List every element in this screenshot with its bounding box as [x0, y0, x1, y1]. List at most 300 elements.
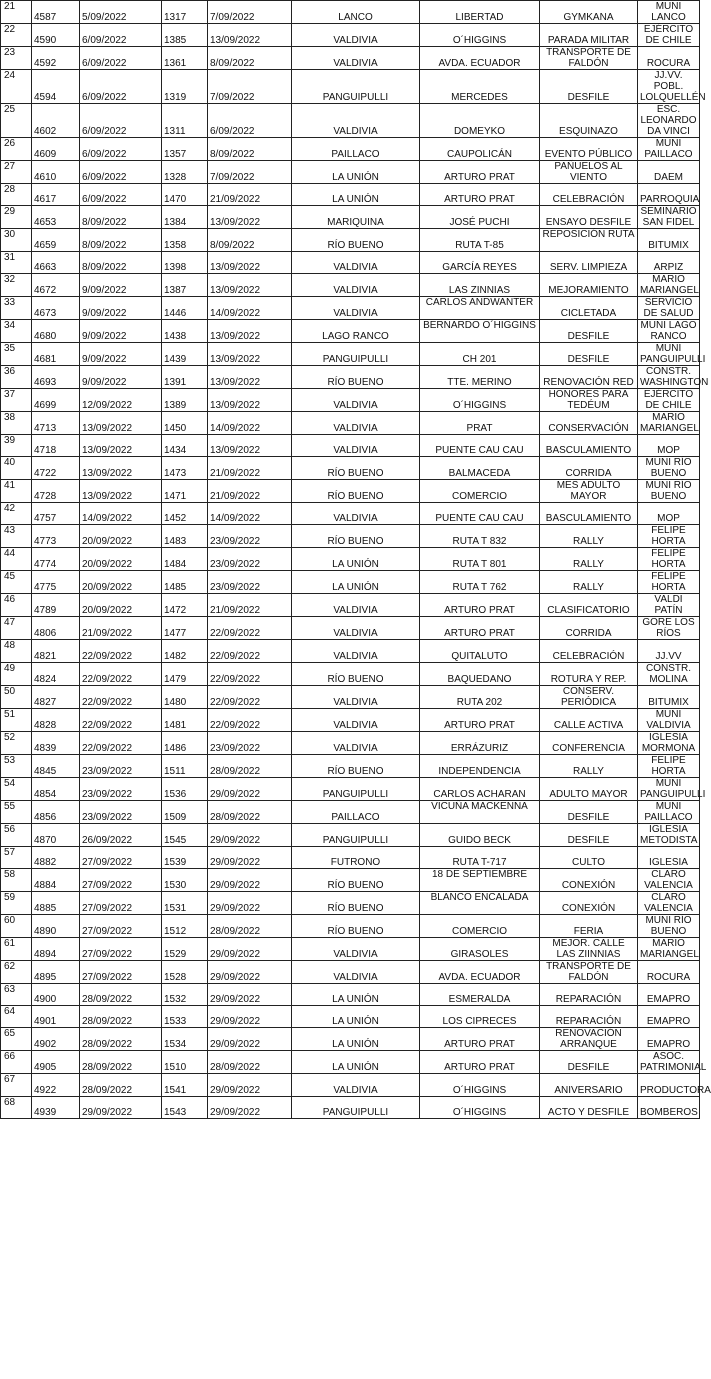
row-number-cell: 29	[1, 206, 32, 229]
table-row	[1, 273, 700, 296]
row-number-cell: 53	[1, 754, 32, 777]
street-cell: TTE. MERINO	[420, 365, 540, 388]
activity-cell: REPARACIÓN	[540, 983, 638, 1005]
applicant-cell: MOP	[638, 434, 700, 456]
request-date-cell: 8/09/2022	[80, 206, 162, 229]
request-date-cell: 6/09/2022	[80, 138, 162, 161]
street-cell: GUIDO BECK	[420, 823, 540, 846]
street-cell: O´HIGGINS	[420, 1074, 540, 1096]
request-date-cell: 9/09/2022	[80, 319, 162, 342]
resolution-number-cell: 1472	[162, 594, 208, 617]
commune-cell: VALDIVIA	[292, 273, 420, 296]
event-date-cell: 21/09/2022	[208, 184, 292, 206]
street-cell: ARTURO PRAT	[420, 161, 540, 184]
commune-cell: VALDIVIA	[292, 24, 420, 47]
commune-cell: VALDIVIA	[292, 411, 420, 434]
row-number-cell: 28	[1, 184, 32, 206]
permits-table-body	[1, 1, 711, 1119]
request-date-cell: 6/09/2022	[80, 184, 162, 206]
activity-cell: CLASIFICATORIO	[540, 594, 638, 617]
resolution-number-cell: 1477	[162, 617, 208, 640]
row-number-cell: 33	[1, 296, 32, 319]
row-number-cell: 35	[1, 342, 32, 365]
row-number-cell: 59	[1, 891, 32, 914]
row-number-cell: 61	[1, 937, 32, 960]
applicant-cell: ARPIZ	[638, 251, 700, 273]
applicant-cell: GORE LOS RÍOS	[638, 617, 700, 640]
request-date-cell: 29/09/2022	[80, 1096, 162, 1118]
request-number-cell: 4672	[32, 273, 80, 296]
resolution-number-cell: 1481	[162, 708, 208, 731]
commune-cell: RÍO BUENO	[292, 480, 420, 503]
activity-cell: PAÑUELOS AL VIENTO	[540, 161, 638, 184]
row-number-cell: 39	[1, 434, 32, 456]
table-row	[1, 548, 700, 571]
street-cell: LOS CIPRECES	[420, 1006, 540, 1028]
event-date-cell: 29/09/2022	[208, 846, 292, 868]
commune-cell: RÍO BUENO	[292, 914, 420, 937]
resolution-number-cell: 1450	[162, 411, 208, 434]
commune-cell: RÍO BUENO	[292, 868, 420, 891]
event-date-cell: 29/09/2022	[208, 1006, 292, 1028]
request-number-cell: 4774	[32, 548, 80, 571]
resolution-number-cell: 1482	[162, 640, 208, 662]
event-date-cell: 29/09/2022	[208, 1074, 292, 1096]
request-number-cell: 4592	[32, 47, 80, 70]
applicant-cell: ESC. LEONARDO DA VINCI	[638, 104, 700, 138]
street-cell: LAS ZINNIAS	[420, 273, 540, 296]
resolution-number-cell: 1385	[162, 24, 208, 47]
table-row	[1, 617, 700, 640]
event-date-cell: 29/09/2022	[208, 1028, 292, 1051]
request-date-cell: 27/09/2022	[80, 914, 162, 937]
activity-cell: BASCULAMIENTO	[540, 434, 638, 456]
event-date-cell: 6/09/2022	[208, 104, 292, 138]
street-cell: O´HIGGINS	[420, 388, 540, 411]
table-row	[1, 937, 700, 960]
street-cell: 18 DE SEPTIEMBRE	[420, 868, 540, 891]
row-number-cell: 23	[1, 47, 32, 70]
request-number-cell: 4939	[32, 1096, 80, 1118]
request-date-cell: 21/09/2022	[80, 617, 162, 640]
request-date-cell: 13/09/2022	[80, 480, 162, 503]
commune-cell: LA UNIÓN	[292, 983, 420, 1005]
commune-cell: LA UNIÓN	[292, 1051, 420, 1074]
commune-cell: VALDIVIA	[292, 640, 420, 662]
table-row	[1, 434, 700, 456]
activity-cell: SERV. LIMPIEZA	[540, 251, 638, 273]
request-date-cell: 22/09/2022	[80, 708, 162, 731]
street-cell: MERCEDES	[420, 70, 540, 104]
commune-cell: VALDIVIA	[292, 104, 420, 138]
street-cell: RUTA T 762	[420, 571, 540, 594]
row-number-cell: 22	[1, 24, 32, 47]
applicant-cell: MUNI PANGUIPULLI	[638, 777, 700, 800]
event-date-cell: 23/09/2022	[208, 731, 292, 754]
street-cell: O´HIGGINS	[420, 1096, 540, 1118]
commune-cell: LA UNIÓN	[292, 1028, 420, 1051]
resolution-number-cell: 1512	[162, 914, 208, 937]
applicant-cell: CLARO VALENCIA	[638, 868, 700, 891]
resolution-number-cell: 1534	[162, 1028, 208, 1051]
applicant-cell: BITUMIX	[638, 229, 700, 251]
request-number-cell: 4901	[32, 1006, 80, 1028]
row-number-cell: 49	[1, 662, 32, 685]
table-row	[1, 365, 700, 388]
applicant-cell: SEMINARIO SAN FIDEL	[638, 206, 700, 229]
row-number-cell: 30	[1, 229, 32, 251]
request-date-cell: 22/09/2022	[80, 662, 162, 685]
request-date-cell: 20/09/2022	[80, 594, 162, 617]
street-cell: RUTA T-717	[420, 846, 540, 868]
activity-cell: CONEXIÓN	[540, 891, 638, 914]
applicant-cell: DAEM	[638, 161, 700, 184]
resolution-number-cell: 1532	[162, 983, 208, 1005]
table-row	[1, 640, 700, 662]
commune-cell: VALDIVIA	[292, 47, 420, 70]
activity-cell: RALLY	[540, 525, 638, 548]
row-number-cell: 38	[1, 411, 32, 434]
request-date-cell: 28/09/2022	[80, 1051, 162, 1074]
resolution-number-cell: 1480	[162, 685, 208, 708]
request-number-cell: 4828	[32, 708, 80, 731]
commune-cell: RÍO BUENO	[292, 891, 420, 914]
event-date-cell: 13/09/2022	[208, 319, 292, 342]
activity-cell: CICLETADA	[540, 296, 638, 319]
resolution-number-cell: 1511	[162, 754, 208, 777]
street-cell: LIBERTAD	[420, 1, 540, 24]
resolution-number-cell: 1531	[162, 891, 208, 914]
resolution-number-cell: 1528	[162, 960, 208, 983]
applicant-cell: FELIPE HORTA	[638, 754, 700, 777]
resolution-number-cell: 1529	[162, 937, 208, 960]
request-number-cell: 4699	[32, 388, 80, 411]
activity-cell: FERIA	[540, 914, 638, 937]
event-date-cell: 7/09/2022	[208, 161, 292, 184]
row-number-cell: 52	[1, 731, 32, 754]
commune-cell: VALDIVIA	[292, 617, 420, 640]
activity-cell: ANIVERSARIO	[540, 1074, 638, 1096]
commune-cell: LA UNIÓN	[292, 1006, 420, 1028]
applicant-cell: EMAPRO	[638, 1028, 700, 1051]
activity-cell: DESFILE	[540, 823, 638, 846]
table-row	[1, 104, 700, 138]
applicant-cell: MUNI VALDIVIA	[638, 708, 700, 731]
resolution-number-cell: 1317	[162, 1, 208, 24]
activity-cell: REPOSICIÓN RUTA	[540, 229, 638, 251]
resolution-number-cell: 1391	[162, 365, 208, 388]
request-number-cell: 4884	[32, 868, 80, 891]
table-row	[1, 161, 700, 184]
table-row	[1, 411, 700, 434]
street-cell: AVDA. ECUADOR	[420, 47, 540, 70]
activity-cell: ACTO Y DESFILE	[540, 1096, 638, 1118]
commune-cell: VALDIVIA	[292, 960, 420, 983]
request-date-cell: 6/09/2022	[80, 104, 162, 138]
event-date-cell: 23/09/2022	[208, 571, 292, 594]
street-cell: PRAT	[420, 411, 540, 434]
activity-cell: MES ADULTO MAYOR	[540, 480, 638, 503]
request-number-cell: 4845	[32, 754, 80, 777]
activity-cell: RENOVACIÓN RED	[540, 365, 638, 388]
row-number-cell: 64	[1, 1006, 32, 1028]
resolution-number-cell: 1470	[162, 184, 208, 206]
table-row	[1, 1028, 700, 1051]
activity-cell: CULTO	[540, 846, 638, 868]
table-row	[1, 662, 700, 685]
resolution-number-cell: 1539	[162, 846, 208, 868]
request-date-cell: 8/09/2022	[80, 229, 162, 251]
commune-cell: PAILLACO	[292, 800, 420, 823]
commune-cell: PAILLACO	[292, 138, 420, 161]
activity-cell: ROTURA Y REP.	[540, 662, 638, 685]
request-date-cell: 20/09/2022	[80, 525, 162, 548]
applicant-cell: FELIPE HORTA	[638, 548, 700, 571]
resolution-number-cell: 1357	[162, 138, 208, 161]
request-date-cell: 27/09/2022	[80, 891, 162, 914]
table-row	[1, 47, 700, 70]
commune-cell: PANGUIPULLI	[292, 823, 420, 846]
request-number-cell: 4653	[32, 206, 80, 229]
request-number-cell: 4718	[32, 434, 80, 456]
request-number-cell: 4890	[32, 914, 80, 937]
request-date-cell: 12/09/2022	[80, 388, 162, 411]
commune-cell: VALDIVIA	[292, 937, 420, 960]
street-cell: ARTURO PRAT	[420, 1028, 540, 1051]
row-number-cell: 25	[1, 104, 32, 138]
commune-cell: LAGO RANCO	[292, 319, 420, 342]
activity-cell: DESFILE	[540, 342, 638, 365]
resolution-number-cell: 1311	[162, 104, 208, 138]
applicant-cell: BOMBEROS	[638, 1096, 700, 1118]
table-row	[1, 754, 700, 777]
event-date-cell: 13/09/2022	[208, 251, 292, 273]
resolution-number-cell: 1328	[162, 161, 208, 184]
event-date-cell: 13/09/2022	[208, 388, 292, 411]
activity-cell: ESQUINAZO	[540, 104, 638, 138]
table-row	[1, 983, 700, 1005]
event-date-cell: 23/09/2022	[208, 525, 292, 548]
request-number-cell: 4590	[32, 24, 80, 47]
activity-cell: BASCULAMIENTO	[540, 503, 638, 525]
resolution-number-cell: 1438	[162, 319, 208, 342]
resolution-number-cell: 1361	[162, 47, 208, 70]
event-date-cell: 14/09/2022	[208, 503, 292, 525]
commune-cell: FUTRONO	[292, 846, 420, 868]
row-number-cell: 26	[1, 138, 32, 161]
applicant-cell: IGLESIA MORMONA	[638, 731, 700, 754]
commune-cell: PANGUIPULLI	[292, 342, 420, 365]
request-date-cell: 13/09/2022	[80, 434, 162, 456]
street-cell: CARLOS ACHARAN	[420, 777, 540, 800]
street-cell: COMERCIO	[420, 914, 540, 937]
table-row	[1, 708, 700, 731]
event-date-cell: 29/09/2022	[208, 868, 292, 891]
event-date-cell: 22/09/2022	[208, 640, 292, 662]
resolution-number-cell: 1510	[162, 1051, 208, 1074]
event-date-cell: 28/09/2022	[208, 800, 292, 823]
event-date-cell: 29/09/2022	[208, 983, 292, 1005]
row-number-cell: 46	[1, 594, 32, 617]
activity-cell: CALLE ACTIVA	[540, 708, 638, 731]
applicant-cell: MOP	[638, 503, 700, 525]
request-number-cell: 4773	[32, 525, 80, 548]
resolution-number-cell: 1509	[162, 800, 208, 823]
resolution-number-cell: 1439	[162, 342, 208, 365]
table-row	[1, 1, 700, 24]
resolution-number-cell: 1486	[162, 731, 208, 754]
street-cell: ARTURO PRAT	[420, 594, 540, 617]
request-number-cell: 4681	[32, 342, 80, 365]
applicant-cell: IGLESIA	[638, 846, 700, 868]
commune-cell: LA UNIÓN	[292, 548, 420, 571]
request-date-cell: 23/09/2022	[80, 800, 162, 823]
applicant-cell: SERVICIO DE SALUD	[638, 296, 700, 319]
request-date-cell: 5/09/2022	[80, 1, 162, 24]
row-number-cell: 41	[1, 480, 32, 503]
commune-cell: RÍO BUENO	[292, 365, 420, 388]
event-date-cell: 7/09/2022	[208, 70, 292, 104]
street-cell: RUTA T 801	[420, 548, 540, 571]
street-cell: ERRÁZURIZ	[420, 731, 540, 754]
request-date-cell: 22/09/2022	[80, 685, 162, 708]
applicant-cell: EMAPRO	[638, 983, 700, 1005]
request-number-cell: 4659	[32, 229, 80, 251]
activity-cell: CORRIDA	[540, 457, 638, 480]
event-date-cell: 22/09/2022	[208, 708, 292, 731]
table-row	[1, 525, 700, 548]
commune-cell: RÍO BUENO	[292, 754, 420, 777]
request-date-cell: 27/09/2022	[80, 960, 162, 983]
activity-cell: TRANSPORTE DE FALDÓN	[540, 960, 638, 983]
request-number-cell: 4856	[32, 800, 80, 823]
request-number-cell: 4663	[32, 251, 80, 273]
commune-cell: RÍO BUENO	[292, 662, 420, 685]
request-date-cell: 9/09/2022	[80, 273, 162, 296]
activity-cell: CONSERVACIÓN	[540, 411, 638, 434]
commune-cell: LANCO	[292, 1, 420, 24]
row-number-cell: 42	[1, 503, 32, 525]
event-date-cell: 13/09/2022	[208, 342, 292, 365]
request-number-cell: 4610	[32, 161, 80, 184]
row-number-cell: 56	[1, 823, 32, 846]
request-date-cell: 27/09/2022	[80, 846, 162, 868]
street-cell: PUENTE CAU CAU	[420, 503, 540, 525]
activity-cell: HONORES PARA TEDÉUM	[540, 388, 638, 411]
request-number-cell: 4824	[32, 662, 80, 685]
event-date-cell: 29/09/2022	[208, 960, 292, 983]
event-date-cell: 13/09/2022	[208, 206, 292, 229]
request-number-cell: 4713	[32, 411, 80, 434]
street-cell: ARTURO PRAT	[420, 1051, 540, 1074]
table-row	[1, 480, 700, 503]
request-date-cell: 23/09/2022	[80, 777, 162, 800]
event-date-cell: 21/09/2022	[208, 480, 292, 503]
activity-cell: CONEXIÓN	[540, 868, 638, 891]
resolution-number-cell: 1541	[162, 1074, 208, 1096]
resolution-number-cell: 1452	[162, 503, 208, 525]
activity-cell: RALLY	[540, 571, 638, 594]
activity-cell: GYMKANA	[540, 1, 638, 24]
applicant-cell: IGLESIA METODISTA	[638, 823, 700, 846]
resolution-number-cell: 1485	[162, 571, 208, 594]
activity-cell: CONSERV. PERIÓDICA	[540, 685, 638, 708]
commune-cell: VALDIVIA	[292, 434, 420, 456]
request-date-cell: 9/09/2022	[80, 365, 162, 388]
event-date-cell: 23/09/2022	[208, 548, 292, 571]
applicant-cell: JJ.VV	[638, 640, 700, 662]
table-row	[1, 1051, 700, 1074]
applicant-cell: PRODUCTORA	[638, 1074, 700, 1096]
request-date-cell: 28/09/2022	[80, 1006, 162, 1028]
request-number-cell: 4854	[32, 777, 80, 800]
request-number-cell: 4680	[32, 319, 80, 342]
table-row	[1, 685, 700, 708]
street-cell: RUTA T 832	[420, 525, 540, 548]
request-date-cell: 27/09/2022	[80, 868, 162, 891]
street-cell: AVDA. ECUADOR	[420, 960, 540, 983]
row-number-cell: 31	[1, 251, 32, 273]
activity-cell: ADULTO MAYOR	[540, 777, 638, 800]
table-row	[1, 571, 700, 594]
request-date-cell: 9/09/2022	[80, 296, 162, 319]
commune-cell: MARIQUINA	[292, 206, 420, 229]
applicant-cell: CONSTR. MOLINA	[638, 662, 700, 685]
request-date-cell: 6/09/2022	[80, 24, 162, 47]
request-number-cell: 4602	[32, 104, 80, 138]
activity-cell: ENSAYO DESFILE	[540, 206, 638, 229]
request-number-cell: 4728	[32, 480, 80, 503]
street-cell: BLANCO ENCALADA	[420, 891, 540, 914]
applicant-cell: MUNI LANCO	[638, 1, 700, 24]
request-date-cell: 13/09/2022	[80, 411, 162, 434]
table-row	[1, 206, 700, 229]
street-cell: PUENTE CAU CAU	[420, 434, 540, 456]
row-number-cell: 51	[1, 708, 32, 731]
resolution-number-cell: 1536	[162, 777, 208, 800]
applicant-cell: FELIPE HORTA	[638, 525, 700, 548]
row-number-cell: 21	[1, 1, 32, 24]
commune-cell: PANGUIPULLI	[292, 70, 420, 104]
street-cell: ARTURO PRAT	[420, 617, 540, 640]
row-number-cell: 24	[1, 70, 32, 104]
row-number-cell: 43	[1, 525, 32, 548]
resolution-number-cell: 1533	[162, 1006, 208, 1028]
applicant-cell: MUNI LAGO RANCO	[638, 319, 700, 342]
resolution-number-cell: 1483	[162, 525, 208, 548]
applicant-cell: ROCURA	[638, 960, 700, 983]
applicant-cell: ASOC. PATRIMONIAL	[638, 1051, 700, 1074]
activity-cell: CORRIDA	[540, 617, 638, 640]
street-cell: ARTURO PRAT	[420, 184, 540, 206]
resolution-number-cell: 1545	[162, 823, 208, 846]
request-date-cell: 6/09/2022	[80, 47, 162, 70]
request-number-cell: 4673	[32, 296, 80, 319]
activity-cell: RALLY	[540, 754, 638, 777]
applicant-cell: VALDI PATÍN	[638, 594, 700, 617]
applicant-cell: MARIO MARIANGEL	[638, 273, 700, 296]
table-row	[1, 251, 700, 273]
row-number-cell: 67	[1, 1074, 32, 1096]
request-date-cell: 28/09/2022	[80, 1028, 162, 1051]
street-cell: DOMEYKO	[420, 104, 540, 138]
event-date-cell: 29/09/2022	[208, 891, 292, 914]
request-date-cell: 9/09/2022	[80, 342, 162, 365]
commune-cell: VALDIVIA	[292, 503, 420, 525]
table-row	[1, 229, 700, 251]
resolution-number-cell: 1543	[162, 1096, 208, 1118]
commune-cell: VALDIVIA	[292, 296, 420, 319]
